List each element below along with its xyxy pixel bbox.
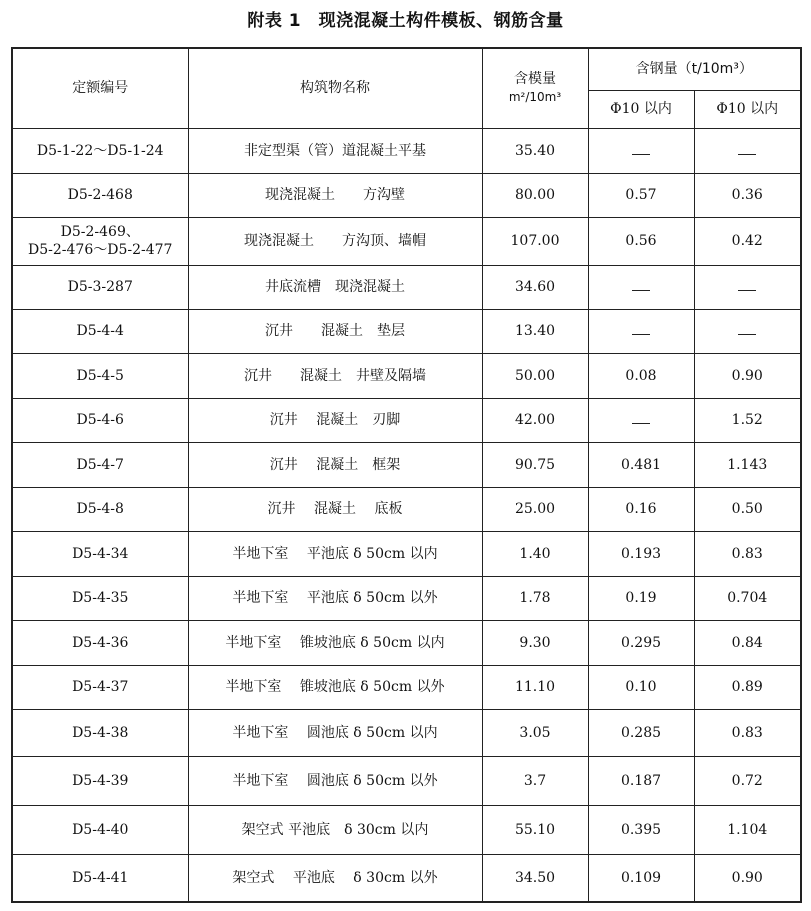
- table-body: [12, 128, 801, 902]
- cell-steel-gt10: [694, 265, 801, 309]
- cell-code: D5-4-34: [12, 531, 188, 576]
- cell-formwork: 9.30: [482, 620, 588, 665]
- cell-steel-le10: 0.193: [588, 531, 694, 576]
- cell-code: [12, 217, 188, 265]
- cell-formwork: 34.50: [482, 854, 588, 902]
- cell-name: 半地下室 平池底 δ 50cm 以内: [188, 531, 482, 576]
- cell-steel-le10: [588, 128, 694, 173]
- table-row: [12, 217, 801, 265]
- header-steel-le10: Φ10 以内: [588, 90, 694, 128]
- cell-name: 半地下室 锥坡池底 δ 50cm 以内: [188, 620, 482, 665]
- cell-steel-gt10: 0.704: [694, 576, 801, 620]
- table-row: [12, 805, 801, 854]
- cell-code: D5-4-38: [12, 709, 188, 756]
- cell-formwork: 3.05: [482, 709, 588, 756]
- cell-steel-le10: 0.19: [588, 576, 694, 620]
- header-steel: 含钢量（t/10m³）: [588, 48, 801, 90]
- cell-code: D5-4-4: [12, 309, 188, 353]
- cell-code: D5-4-37: [12, 665, 188, 709]
- table-row: [12, 576, 801, 620]
- cell-steel-gt10: 0.90: [694, 353, 801, 398]
- cell-code: D5-4-39: [12, 756, 188, 805]
- cell-steel-gt10: 0.84: [694, 620, 801, 665]
- cell-name: 沉井 混凝土 框架: [188, 442, 482, 487]
- cell-formwork: 13.40: [482, 309, 588, 353]
- header-name: 构筑物名称: [188, 48, 482, 128]
- cell-steel-gt10: 0.72: [694, 756, 801, 805]
- cell-steel-le10: 0.109: [588, 854, 694, 902]
- empty-dash: [738, 145, 756, 155]
- cell-steel-le10: 0.57: [588, 173, 694, 217]
- cell-formwork: 11.10: [482, 665, 588, 709]
- empty-dash: [738, 325, 756, 335]
- table-row: [12, 756, 801, 805]
- cell-name: 半地下室 锥坡池底 δ 50cm 以外: [188, 665, 482, 709]
- cell-formwork: 1.78: [482, 576, 588, 620]
- cell-name: 沉井 混凝土 井壁及隔墙: [188, 353, 482, 398]
- cell-code: D5-4-7: [12, 442, 188, 487]
- cell-name: 半地下室 圆池底 δ 50cm 以外: [188, 756, 482, 805]
- cell-name: 现浇混凝土 方沟壁: [188, 173, 482, 217]
- table-row: [12, 173, 801, 217]
- cell-name: 半地下室 平池底 δ 50cm 以外: [188, 576, 482, 620]
- cell-steel-le10: 0.481: [588, 442, 694, 487]
- empty-dash: [632, 414, 650, 424]
- cell-steel-gt10: 0.83: [694, 531, 801, 576]
- cell-code-line: D5-2-469、: [60, 224, 140, 240]
- cell-formwork: 50.00: [482, 353, 588, 398]
- cell-steel-gt10: 0.83: [694, 709, 801, 756]
- cell-steel-le10: [588, 398, 694, 442]
- header-code: 定额编号: [12, 48, 188, 128]
- cell-steel-gt10: 0.90: [694, 854, 801, 902]
- cell-formwork: 107.00: [482, 217, 588, 265]
- cell-steel-gt10: [694, 309, 801, 353]
- cell-formwork: 42.00: [482, 398, 588, 442]
- cell-name: 架空式 平池底 δ 30cm 以内: [188, 805, 482, 854]
- table-row: [12, 128, 801, 173]
- cell-steel-le10: 0.285: [588, 709, 694, 756]
- cell-steel-le10: 0.56: [588, 217, 694, 265]
- table-row: [12, 620, 801, 665]
- cell-code: D5-4-5: [12, 353, 188, 398]
- cell-steel-le10: 0.08: [588, 353, 694, 398]
- cell-code: D5-1-22～D5-1-24: [12, 128, 188, 173]
- content-table: [11, 47, 802, 903]
- cell-steel-gt10: 0.50: [694, 487, 801, 531]
- cell-name: 半地下室 圆池底 δ 50cm 以内: [188, 709, 482, 756]
- cell-formwork: 1.40: [482, 531, 588, 576]
- cell-steel-le10: [588, 265, 694, 309]
- cell-name: 沉井 混凝土 刃脚: [188, 398, 482, 442]
- cell-steel-gt10: 0.89: [694, 665, 801, 709]
- cell-name: 架空式 平池底 δ 30cm 以外: [188, 854, 482, 902]
- table-row: [12, 487, 801, 531]
- cell-name: 沉井 混凝土 底板: [188, 487, 482, 531]
- cell-code: D5-3-287: [12, 265, 188, 309]
- cell-code-line: D5-2-476～D5-2-477: [28, 242, 173, 258]
- cell-steel-le10: 0.10: [588, 665, 694, 709]
- table-title: 附表 1 现浇混凝土构件模板、钢筋含量: [247, 11, 564, 31]
- table-row: [12, 309, 801, 353]
- header-formwork-label: 含模量: [514, 71, 556, 88]
- empty-dash: [632, 281, 650, 291]
- cell-code: D5-4-41: [12, 854, 188, 902]
- cell-steel-gt10: 0.36: [694, 173, 801, 217]
- table-row: [12, 398, 801, 442]
- cell-steel-gt10: 1.104: [694, 805, 801, 854]
- empty-dash: [632, 145, 650, 155]
- cell-code: D5-4-6: [12, 398, 188, 442]
- table-row: [12, 665, 801, 709]
- cell-steel-le10: 0.187: [588, 756, 694, 805]
- table-row: [12, 442, 801, 487]
- header-formwork-unit: m²/10m³: [508, 90, 562, 105]
- cell-steel-gt10: [694, 128, 801, 173]
- cell-steel-gt10: 1.143: [694, 442, 801, 487]
- cell-formwork: 34.60: [482, 265, 588, 309]
- header-steel-gt10: Φ10 以内: [694, 90, 801, 128]
- cell-formwork: 55.10: [482, 805, 588, 854]
- empty-dash: [632, 325, 650, 335]
- header-formwork: [482, 48, 588, 128]
- table-row: [12, 265, 801, 309]
- table-row: [12, 353, 801, 398]
- cell-code: D5-2-468: [12, 173, 188, 217]
- cell-code: D5-4-40: [12, 805, 188, 854]
- table-row: [12, 531, 801, 576]
- cell-name: 井底流槽 现浇混凝土: [188, 265, 482, 309]
- cell-name: 非定型渠（管）道混凝土平基: [188, 128, 482, 173]
- cell-code: D5-4-8: [12, 487, 188, 531]
- cell-steel-le10: 0.295: [588, 620, 694, 665]
- table-row: [12, 709, 801, 756]
- cell-formwork: 3.7: [482, 756, 588, 805]
- cell-code: D5-4-36: [12, 620, 188, 665]
- cell-steel-le10: 0.16: [588, 487, 694, 531]
- cell-formwork: 35.40: [482, 128, 588, 173]
- cell-formwork: 25.00: [482, 487, 588, 531]
- cell-formwork: 90.75: [482, 442, 588, 487]
- cell-code: D5-4-35: [12, 576, 188, 620]
- empty-dash: [738, 281, 756, 291]
- cell-name: 沉井 混凝土 垫层: [188, 309, 482, 353]
- cell-steel-gt10: 1.52: [694, 398, 801, 442]
- cell-steel-gt10: 0.42: [694, 217, 801, 265]
- table-row: [12, 854, 801, 902]
- cell-steel-le10: [588, 309, 694, 353]
- cell-steel-le10: 0.395: [588, 805, 694, 854]
- cell-name: 现浇混凝土 方沟顶、墙帽: [188, 217, 482, 265]
- cell-formwork: 80.00: [482, 173, 588, 217]
